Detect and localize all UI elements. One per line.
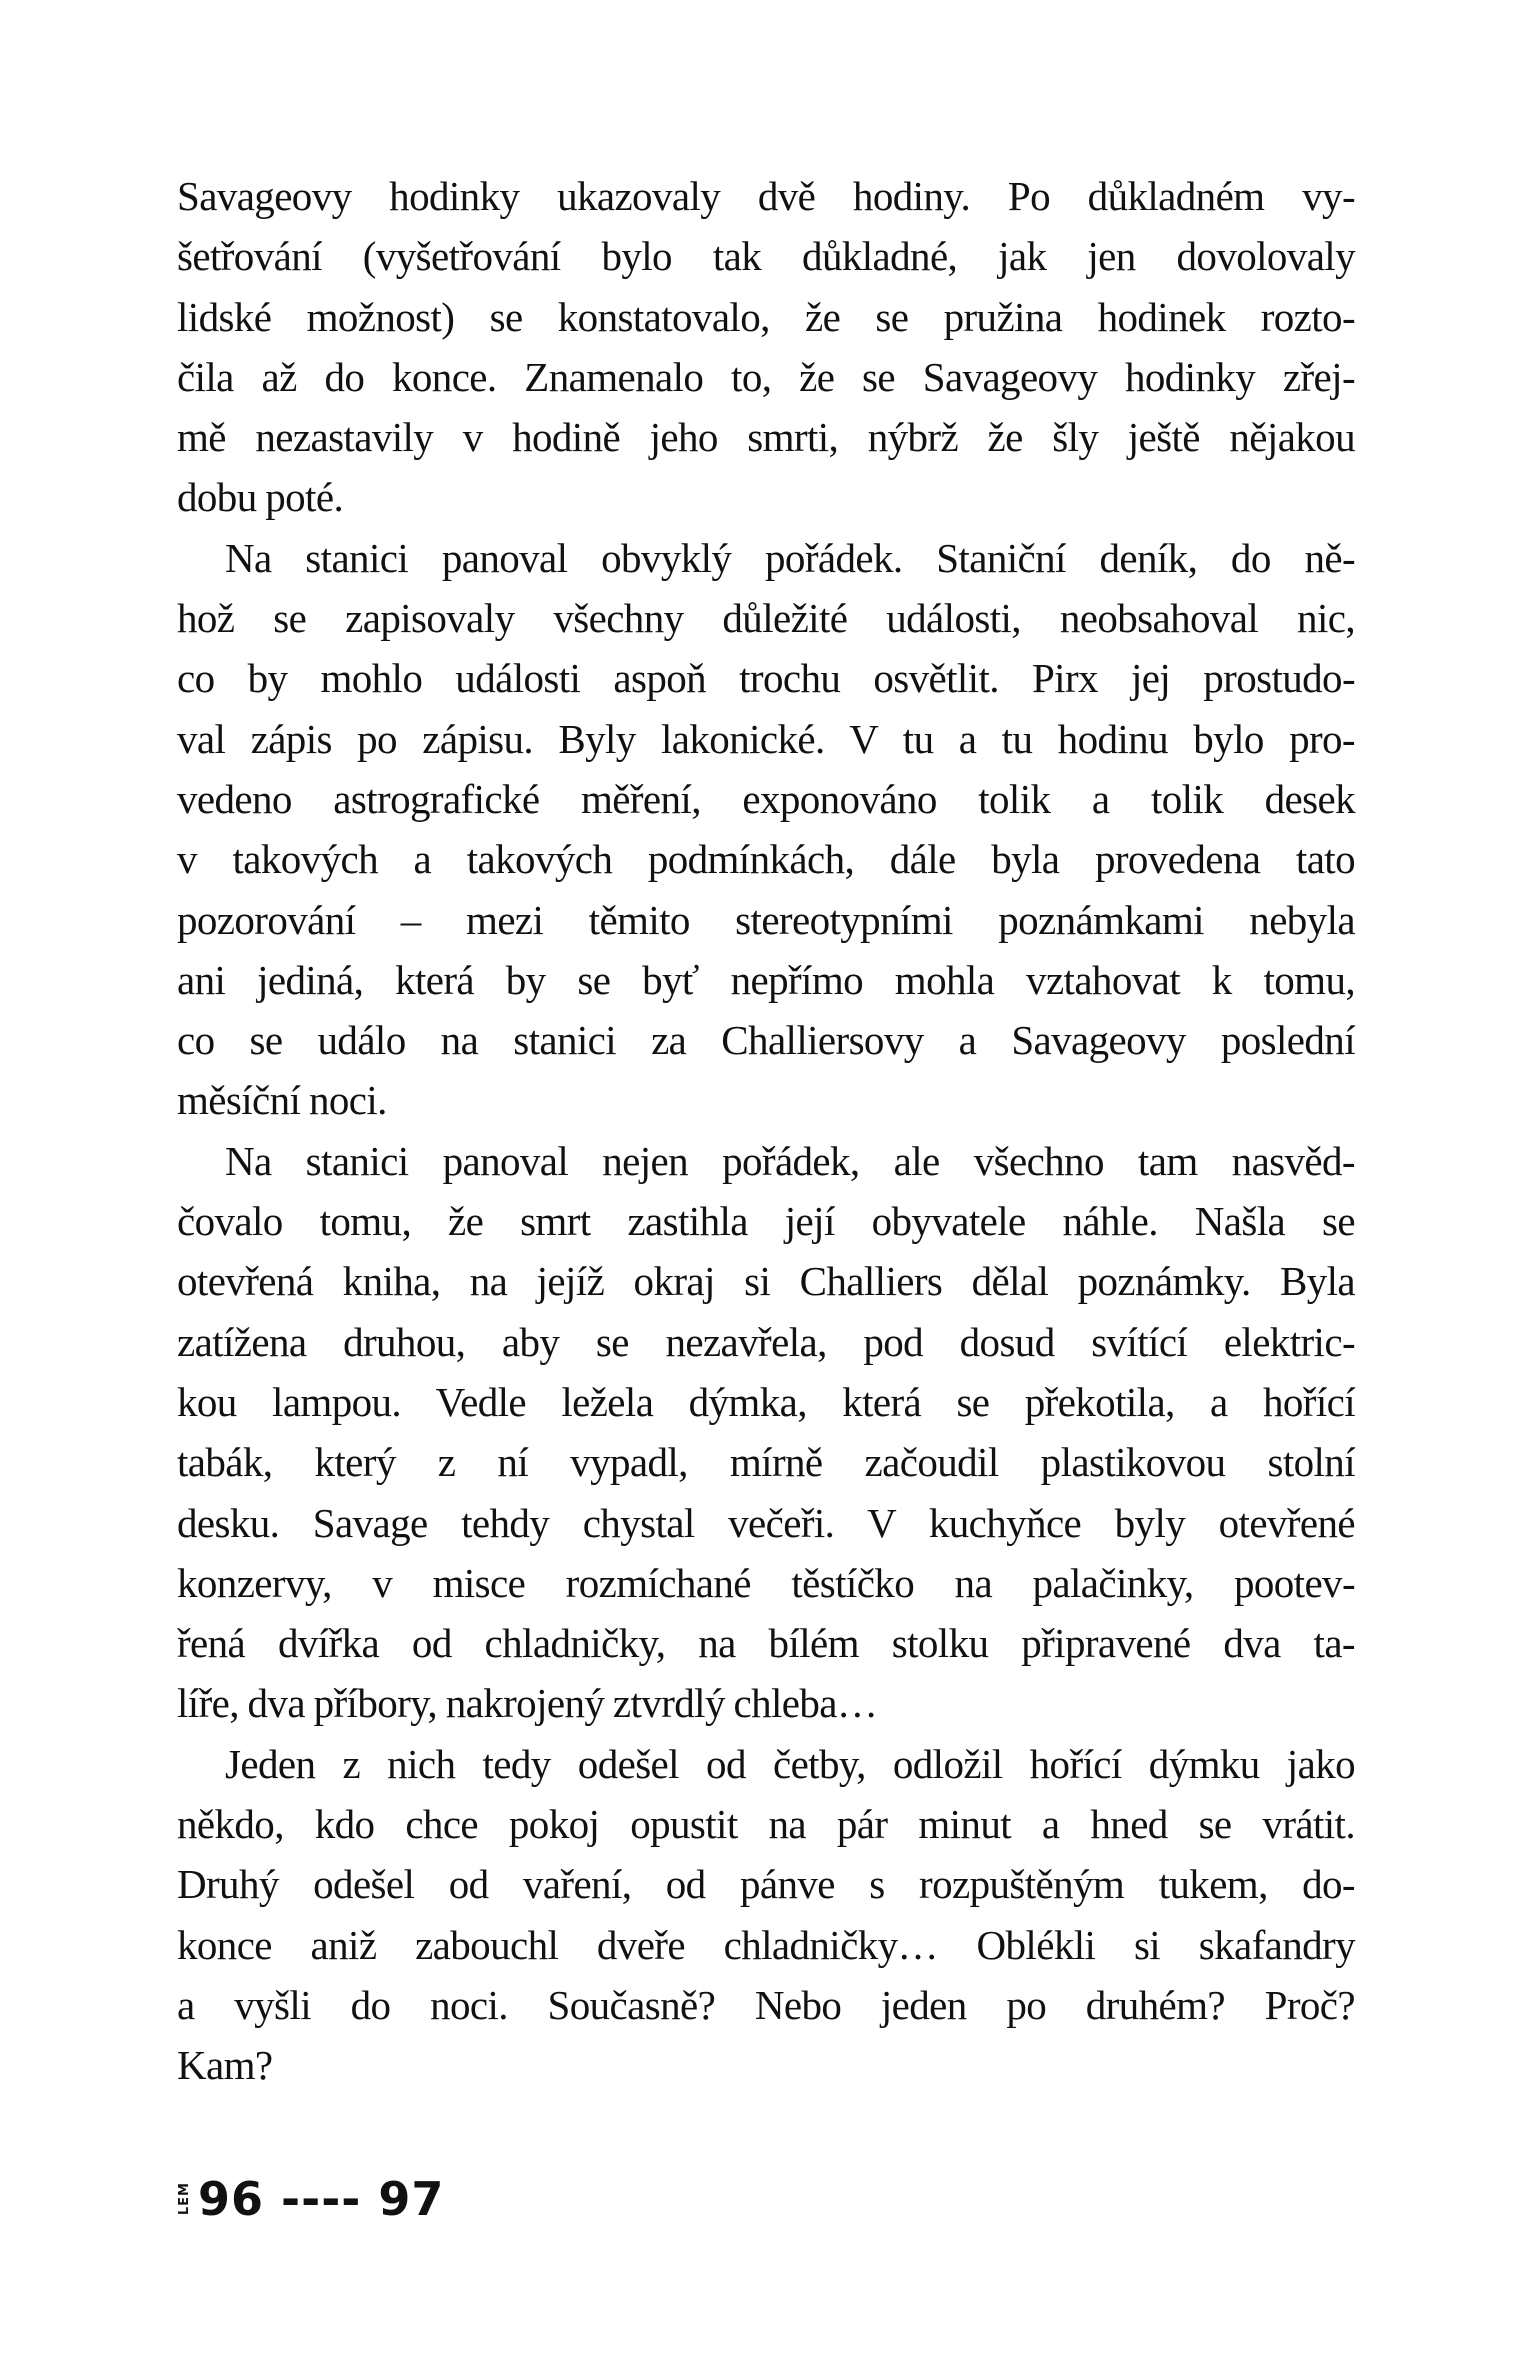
paragraph	[177, 1131, 1355, 1734]
text-line: čovalo tomu, že smrt zastihla její obyvatele náhle. Našla se	[177, 1198, 1355, 1245]
paragraph	[177, 1734, 1355, 2096]
text-line: Kam?	[177, 2042, 273, 2089]
text-line: zatížena druhou, aby se nezavřela, pod dosud svítící elektric-	[177, 1318, 1355, 1365]
text-line: čila až do konce. Znamenalo to, že se Savageovy hodinky zřej-	[177, 353, 1355, 400]
page-numbers: 96 ---- 97	[198, 2172, 445, 2226]
text-line: lidské možnost) se konstatovalo, že se pružina hodinek rozto-	[177, 293, 1355, 340]
text-line: řená dvířka od chladničky, na bílém stolku připravené dva ta-	[177, 1620, 1355, 1667]
text-line: Na stanici panoval obvyklý pořádek. Staniční deník, do ně-	[225, 534, 1355, 581]
text-line: val zápis po zápisu. Byly lakonické. V tu a tu hodinu bylo pro-	[177, 715, 1355, 762]
text-line: Savageovy hodinky ukazovaly dvě hodiny. Po důkladném vy-	[177, 173, 1355, 219]
text-line: vedeno astrografické měření, exponováno tolik a tolik desek	[177, 775, 1355, 822]
text-line: a vyšli do noci. Současně? Nebo jeden po druhém? Proč?	[177, 1981, 1355, 2028]
author-label: LEM	[177, 2182, 192, 2216]
text-line: desku. Savage tehdy chystal večeři. V kuchyňce byly otevřené	[177, 1499, 1355, 1546]
paragraph	[177, 166, 1355, 528]
text-line: líře, dva příbory, nakrojený ztvrdlý chleba…	[177, 1680, 878, 1727]
text-line: Na stanici panoval nejen pořádek, ale všechno tam nasvěd-	[225, 1137, 1355, 1184]
text-line: ani jediná, která by se byť nepřímo mohla vztahovat k tomu,	[177, 956, 1355, 1003]
text-line: hož se zapisovaly všechny důležité události, neobsahoval nic,	[177, 595, 1355, 642]
text-line: konzervy, v misce rozmíchané těstíčko na palačinky, pootev-	[177, 1559, 1355, 1606]
text-line: měsíční noci.	[177, 1077, 387, 1124]
text-line: mě nezastavily v hodině jeho smrti, nýbrž že šly ještě nějakou	[177, 414, 1355, 461]
text-line: dobu poté.	[177, 474, 344, 521]
text-line: pozorování – mezi těmito stereotypními poznámkami nebyla	[177, 896, 1355, 943]
text-line: v takových a takových podmínkách, dále byla provedena tato	[177, 836, 1355, 883]
body-text	[177, 166, 1355, 2096]
text-line: otevřená kniha, na jejíž okraj si Challiers dělal poznámky. Byla	[177, 1258, 1355, 1305]
text-line: šetřování (vyšetřování bylo tak důkladné, jak jen dovolovaly	[177, 233, 1355, 280]
text-line: někdo, kdo chce pokoj opustit na pár minut a hned se vrátit.	[177, 1801, 1355, 1848]
text-line: co by mohlo události aspoň trochu osvětlit. Pirx jej prostudo-	[177, 655, 1355, 702]
text-line: co se událo na stanici za Challiersovy a Savageovy poslední	[177, 1017, 1355, 1064]
text-line: Druhý odešel od vaření, od pánve s rozpuštěným tukem, do-	[177, 1861, 1355, 1908]
text-line: tabák, který z ní vypadl, mírně začoudil plastikovou stolní	[177, 1439, 1355, 1486]
text-line: kou lampou. Vedle ležela dýmka, která se překotila, a hořící	[177, 1378, 1355, 1425]
text-line: konce aniž zabouchl dveře chladničky… Oblékli si skafandry	[177, 1921, 1355, 1968]
text-line: Jeden z nich tedy odešel od četby, odložil hořící dýmku jako	[225, 1740, 1355, 1787]
paragraph	[177, 528, 1355, 1131]
page-footer	[177, 2172, 444, 2226]
